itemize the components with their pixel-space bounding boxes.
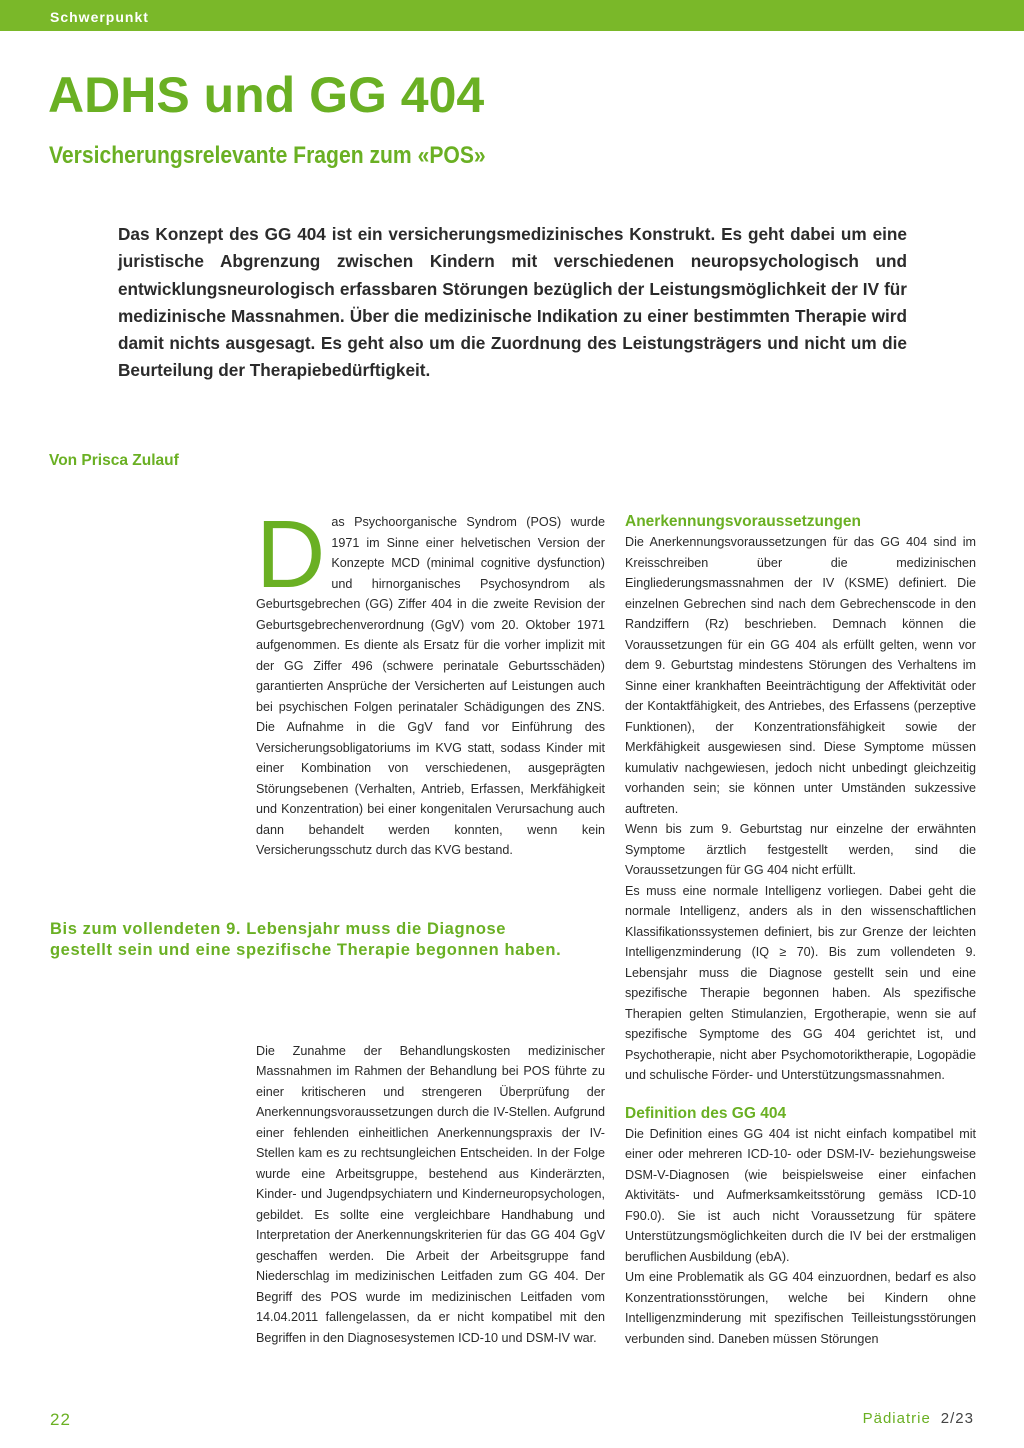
body-paragraph-7: Um eine Problematik als GG 404 einzuordnen, bedarf es also Konzentrationsstörungen, welche bei Kindern ohne Intelligenzminderung mit spezifischen Teilleistungsstörungen verbunden sind. Daneben müssen Störungen	[625, 1270, 976, 1346]
section-header-bar	[0, 0, 1024, 31]
article-lead: Das Konzept des GG 404 ist ein versicherungsmedizinisches Konstrukt. Es geht dabei um eine juristische Abgrenzung zwischen Kindern mit verschiedenen neuropsychologisch und entwicklungsneurologisch erfassbaren Störungen bezüglich der Leistungsmöglichkeit der IV für medizinische Massnahmen. Über die medizinische Indikation zu einer bestimmten Therapie wird damit nichts ausgesagt. Es geht also um die Zuordnung des Leistungsträgers und nicht um die Beurteilung der Therapiebedürftigkeit.	[118, 224, 907, 381]
section-label: Schwerpunkt	[50, 9, 149, 25]
body-paragraph-1: as Psychoorganische Syndrom (POS) wurde 1971 im Sinne einer helvetischen Version der Konzepte MCD (minimal cognitive dysfunction) und hirnorganisches Psychosyndrom als Geburtsgebrechen (GG) Ziffer 404 in die zweite Revision der Geburtsgebrechenverordnung (GgV) vom 20. Oktober 1971 aufgenommen. Es diente als Ersatz für die vorher implizit mit der GG Ziffer 496 (schwere perinatale Geburtsschäden) garantierten Ansprüche der Versicherten auf Leistungen auch bei psychischen Folgen perinataler Schädigungen des ZNS. Die Aufnahme in die GgV fand vor Einführung des Versicherungsobligatoriums im KVG statt, sodass Kinder mit einer Kombination von verschiedenen, ausgeprägten Störungsebenen (Verhalten, Antrieb, Erfassen, Merkfähigkeit und Konzentration) bei einer kongenitalen Verursachung auch dann behandelt werden konnten, wenn kein Versicherungsschutz durch das KVG bestand.	[256, 515, 605, 857]
article-author: Von Prisca Zulauf	[49, 452, 179, 469]
column-1-top	[256, 501, 605, 861]
article-subtitle: Versicherungsrelevante Fragen zum «POS»	[49, 142, 486, 169]
article-title: ADHS und GG 404	[48, 67, 485, 123]
body-paragraph-6: Die Definition eines GG 404 ist nicht einfach kompatibel mit einer oder mehreren ICD-10- oder DSM-IV- beziehungsweise DSM-V-Diagnosen (wie beispielsweise einer einfachen Aktivitäts- und Aufmerksamkeitsstörung gemäss ICD-10 F90.0). Sie ist auch nicht Voraussetzung für spätere Unterstützungsmöglichkeiten durch die IV bei der erstmaligen beruflichen Ausbildung (ebA).	[625, 1126, 976, 1264]
journal-issue: 2/23	[940, 1410, 974, 1427]
column-2	[625, 512, 976, 1349]
body-paragraph-2: Die Zunahme der Behandlungskosten medizinischer Massnahmen im Rahmen der Behandlung bei POS führte zu einer kritischeren und strengeren Überprüfung der Anerkennungsvoraussetzungen durch die IV-Stellen. Aufgrund einer fehlenden einheitlichen Anerkennungspraxis der IV-Stellen kam es zu rechtsungleichen Entscheiden. In der Folge wurde eine Arbeitsgruppe, bestehend aus Kinderärzten, Kinder- und Jugendpsychiatern und Kinderneuropsychologen, gebildet. Es sollte eine vergleichbare Handhabung und Interpretation der Anerkennungskriterien für das GG 404 GgV geschaffen werden. Die Arbeit der Arbeitsgruppe fand Niederschlag im medizinischen Leitfaden zum GG 404. Der Begriff des POS wurde im medizinischen Leitfaden vom 14.04.2011 fallengelassen, da er nicht kompatibel mit den Begriffen in den Diagnosesystemen ICD-10 und DSM-IV war.	[256, 1043, 605, 1345]
heading-anerkennungsvoraussetzungen: Anerkennungsvoraussetzungen	[625, 513, 861, 530]
drop-cap: D	[256, 501, 326, 608]
heading-definition: Definition des GG 404	[625, 1104, 787, 1122]
body-paragraph-4: Wenn bis zum 9. Geburtstag nur einzelne der erwähnten Symptome ärztlich festgestellt werden, sind die Voraussetzungen für GG 404 nicht erfüllt.	[625, 822, 976, 877]
pull-quote: Bis zum vollendeten 9. Lebensjahr muss die Diagnose gestellt sein und eine spezifische Therapie begonnen haben.	[50, 920, 562, 959]
page-number: 22	[50, 1410, 71, 1429]
body-paragraph-3: Die Anerkennungsvoraussetzungen für das GG 404 sind im Kreisschreiben über die medizinischen Eingliederungsmassnahmen der IV (KSME) definiert. Die einzelnen Gebrechen sind nach dem Gebrechenscode in den Randziffern (Rz) beschrieben. Demnach können die Voraussetzungen für ein GG 404 als erfüllt gelten, wenn vor dem 9. Geburtstag mindestens Störungen des Verhaltens im Sinne einer krankhaften Beeinträchtigung der Affektivität oder der Kontaktfähigkeit, des Antriebes, des Erfassens (perzeptive Funktionen), der Konzentrationsfähigkeit sowie der Merkfähigkeit ausgewiesen sind. Diese Symptome müssen kumulativ nachgewiesen, jedoch nicht unbedingt gleichzeitig vorhanden sein; sie können unter Umständen sukzessive auftreten.	[625, 535, 976, 816]
column-1-bottom	[256, 1028, 605, 1361]
journal-footer	[863, 1410, 974, 1427]
journal-name: Pädiatrie	[862, 1410, 931, 1427]
body-paragraph-5: Es muss eine normale Intelligenz vorliegen. Dabei geht die normale Intelligenz, anders als in den wissenschaftlichen Klassifikationssystemen definiert, bis zur Grenze der leichten Intelligenzminderung (IQ ≥ 70). Bis zum vollendeten 9. Lebensjahr muss die Diagnose gestellt sein und eine spezifische Therapie begonnen haben. Als spezifische Therapien gelten Stimulanzien, Ergotherapie, wenn sie auf spezifische Symptome des GG 404 gerichtet ist, und Psychotherapie, nicht aber Psychomotoriktherapie, Logopädie und schulische Förder- und Unterstützungsmassnahmen.	[625, 883, 976, 1082]
